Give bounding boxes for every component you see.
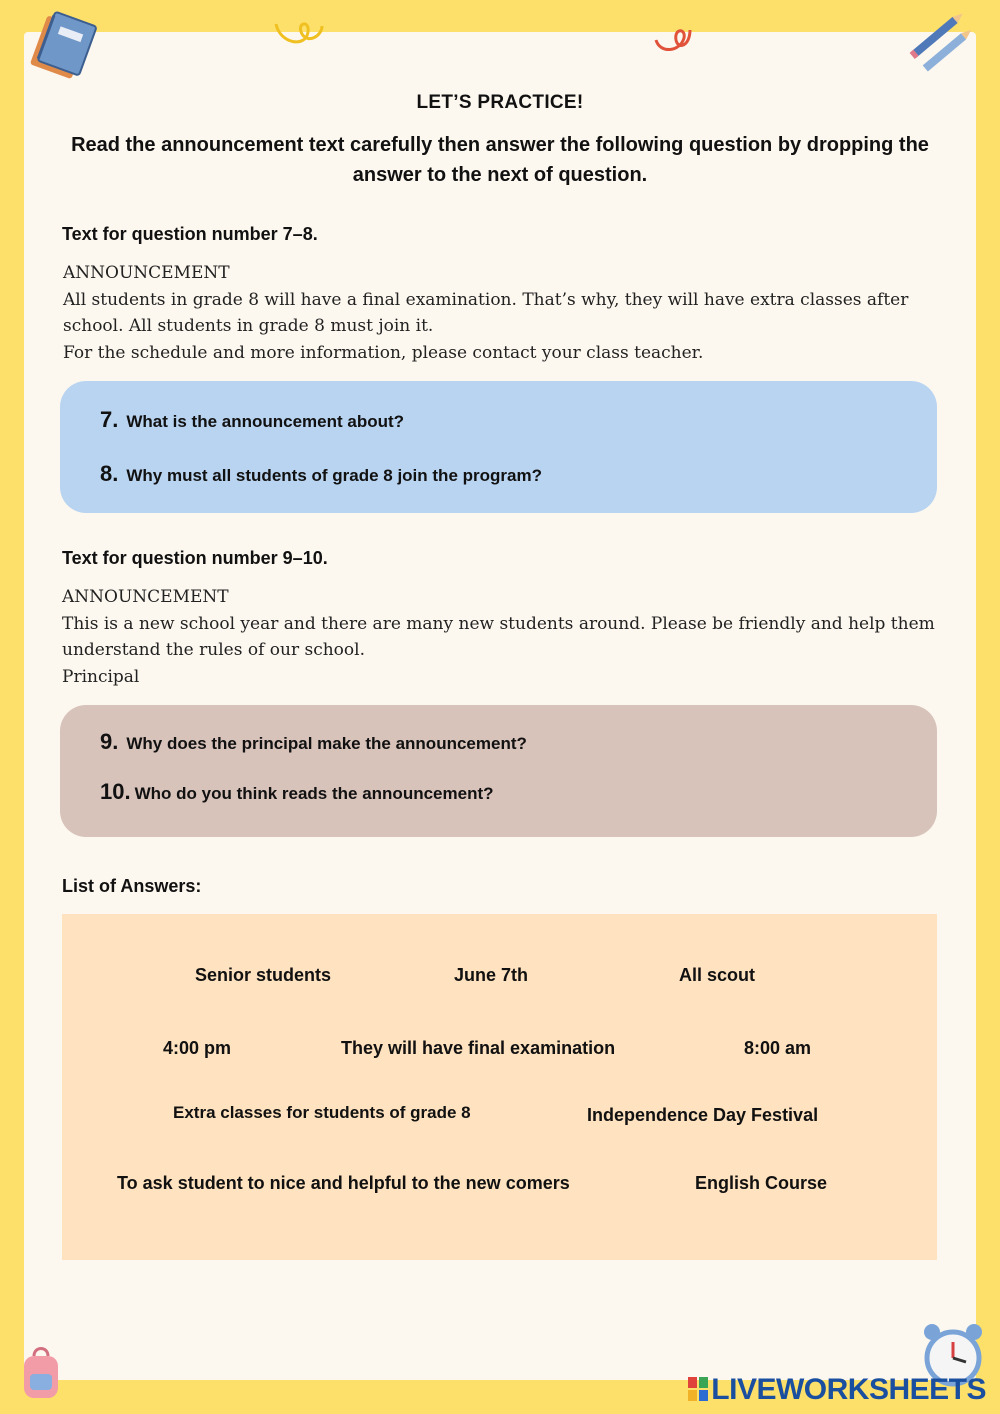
liveworksheets-logo[interactable]	[688, 1373, 986, 1407]
backpack-icon	[18, 1344, 64, 1404]
announcement-heading: ANNOUNCEMENT	[62, 587, 229, 607]
announcement-line: understand the rules of our school.	[62, 640, 365, 660]
notebook-icon	[24, 10, 100, 82]
question-10[interactable]	[100, 779, 494, 805]
answer-option[interactable]: They will have final examination	[341, 1038, 616, 1058]
announcement-line: This is a new school year and there are many new students around. Please be friendly and help them	[62, 613, 935, 634]
announcement-line: Principal	[62, 666, 140, 687]
answers-label: List of Answers:	[62, 876, 202, 896]
section-label-7-8: Text for question number 7–8.	[62, 224, 318, 244]
question-text: Who do you think reads the announcement?	[134, 784, 494, 803]
answer-option[interactable]: Senior students	[195, 965, 332, 985]
answer-option[interactable]: 8:00 am	[744, 1038, 812, 1058]
squiggle-icon	[650, 20, 696, 56]
squiggle-icon	[272, 14, 328, 48]
answer-bank	[62, 914, 937, 1260]
answer-option[interactable]: To ask student to nice and helpful to the new comers	[117, 1173, 570, 1193]
pencil-icon	[908, 6, 980, 76]
question-box-7-8	[60, 381, 937, 513]
answer-option[interactable]: 4:00 pm	[163, 1038, 232, 1058]
answer-option[interactable]: All scout	[679, 965, 756, 985]
answer-option[interactable]: June 7th	[454, 965, 529, 985]
question-9[interactable]	[100, 729, 527, 755]
question-number: 8.	[100, 461, 119, 486]
announcement-line: For the schedule and more information, please contact your class teacher.	[63, 342, 704, 363]
section-label-9-10: Text for question number 9–10.	[62, 548, 328, 568]
announcement-text-1	[63, 260, 943, 366]
question-text: Why must all students of grade 8 join the program?	[126, 466, 542, 485]
question-8[interactable]	[100, 461, 542, 487]
page-title: LET’S PRACTICE!	[416, 92, 584, 113]
announcement-heading: ANNOUNCEMENT	[63, 263, 230, 283]
question-text: What is the announcement about?	[126, 412, 405, 431]
instructions: Read the announcement text carefully then answer the following question by dropping the answer to the next of question.	[71, 134, 929, 186]
logo-mark-icon	[688, 1377, 708, 1401]
question-7[interactable]	[100, 407, 404, 433]
question-number: 9.	[100, 729, 119, 754]
question-number: 7.	[100, 407, 119, 432]
logo-text: LIVEWORKSHEETS	[711, 1373, 986, 1406]
question-text: Why does the principal make the announcement?	[126, 734, 527, 753]
answer-option[interactable]: Independence Day Festival	[587, 1105, 819, 1125]
question-number: 10.	[100, 779, 131, 804]
question-box-9-10	[60, 705, 937, 837]
announcement-line: All students in grade 8 will have a final examination. That’s why, they will have extra classes after	[63, 289, 909, 310]
announcement-line: school. All students in grade 8 must join it.	[63, 316, 434, 336]
answer-option[interactable]: Extra classes for students of grade 8	[173, 1103, 471, 1122]
announcement-text-2	[62, 584, 942, 690]
answer-option[interactable]: English Course	[695, 1173, 828, 1193]
